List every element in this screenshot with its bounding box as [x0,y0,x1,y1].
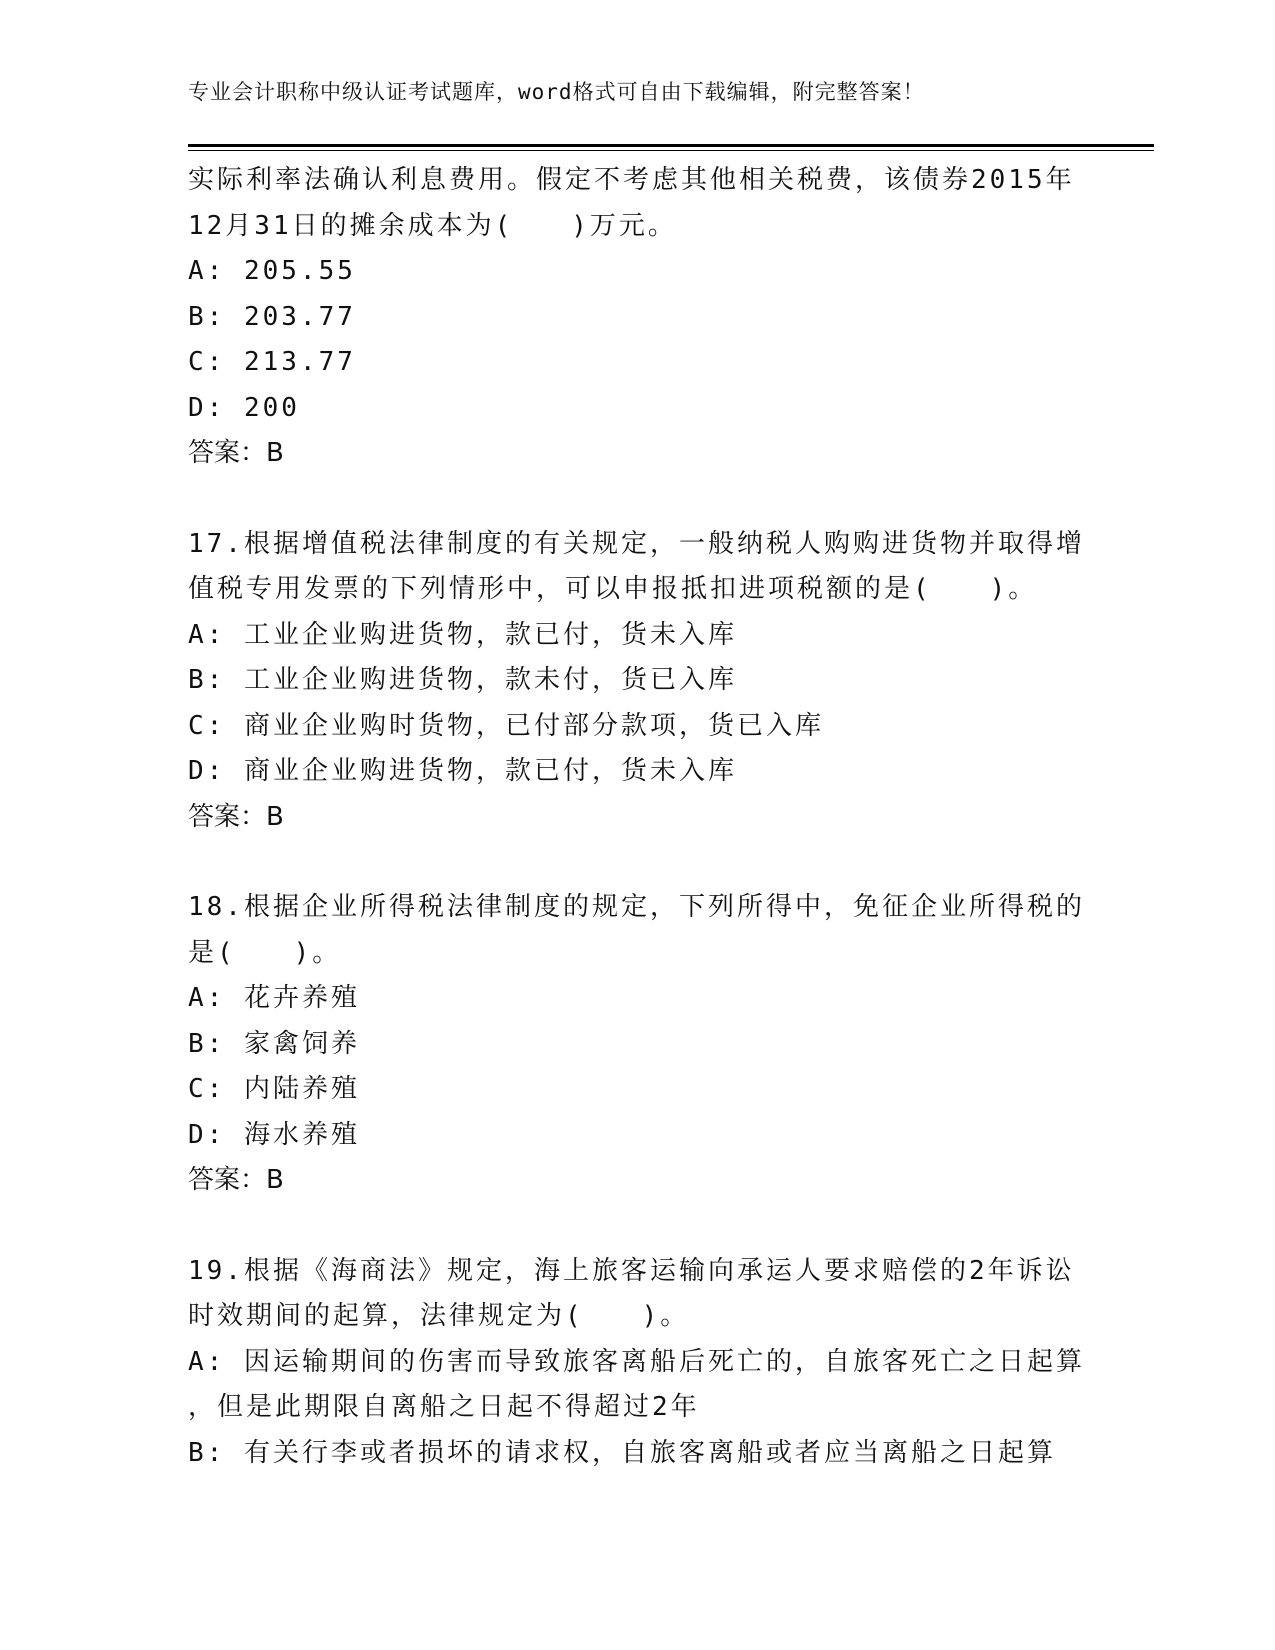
page-header: 专业会计职称中级认证考试题库，word格式可自由下载编辑，附完整答案！ [188,80,925,104]
option-b: B: 工业企业购进货物，款未付，货已入库 [188,665,737,695]
question-text-line: 19.根据《海商法》规定，海上旅客运输向承运人要求赔偿的2年诉讼 [188,1255,1075,1286]
answer-line: 答案：B [188,801,284,832]
option-c: C: 内陆养殖 [188,1074,360,1104]
spacer [188,1204,1108,1249]
question-text-line: 12月31日的摊余成本为( )万元。 [188,210,677,241]
question-text-line: 是( )。 [188,937,342,968]
answer-line: 答案：B [188,438,284,468]
spacer [188,840,1108,885]
option-d: D: 200 [188,392,300,423]
question-text-line: 值税专用发票的下列情形中，可以申报抵扣进项税额的是( )。 [188,574,1038,604]
option-a-continued: ，但是此期限自离船之日起不得超过2年 [188,1392,700,1422]
spacer [188,477,1108,522]
option-a: A: 花卉养殖 [188,983,360,1013]
option-d: D: 商业企业购进货物，款已付，货未入库 [188,756,737,786]
question-continuation [188,158,1108,477]
question-text-line: 时效期间的起算，法律规定为( )。 [188,1301,690,1331]
option-b: B: 家禽饲养 [188,1028,360,1059]
option-c: C: 213.77 [188,347,356,377]
option-b: B: 有关行李或者损坏的请求权，自旅客离船或者应当离船之日起算 [188,1437,1056,1468]
question-18 [188,885,1108,1204]
document-body [188,158,1108,1476]
option-a: A: 因运输期间的伤害而导致旅客离船后死亡的，自旅客死亡之日起算 [188,1346,1085,1377]
question-17 [188,522,1108,841]
option-a: A: 工业企业购进货物，款已付，货未入库 [188,619,737,650]
header-rule-thin [188,150,1154,151]
option-d: D: 海水养殖 [188,1119,360,1150]
answer-line: 答案：B [188,1165,284,1195]
question-text-line: 17.根据增值税法律制度的有关规定，一般纳税人购购进货物并取得增 [188,528,1085,559]
option-b: B: 203.77 [188,301,356,332]
header-rule-thick [188,144,1154,147]
question-text-line: 实际利率法确认利息费用。假定不考虑其他相关税费，该债券2015年 [188,165,1075,195]
question-text-line: 18.根据企业所得税法律制度的规定，下列所得中，免征企业所得税的 [188,892,1085,922]
option-c: C: 商业企业购时货物，已付部分款项，货已入库 [188,710,824,741]
option-a: A: 205.55 [188,256,356,286]
question-19 [188,1249,1108,1477]
